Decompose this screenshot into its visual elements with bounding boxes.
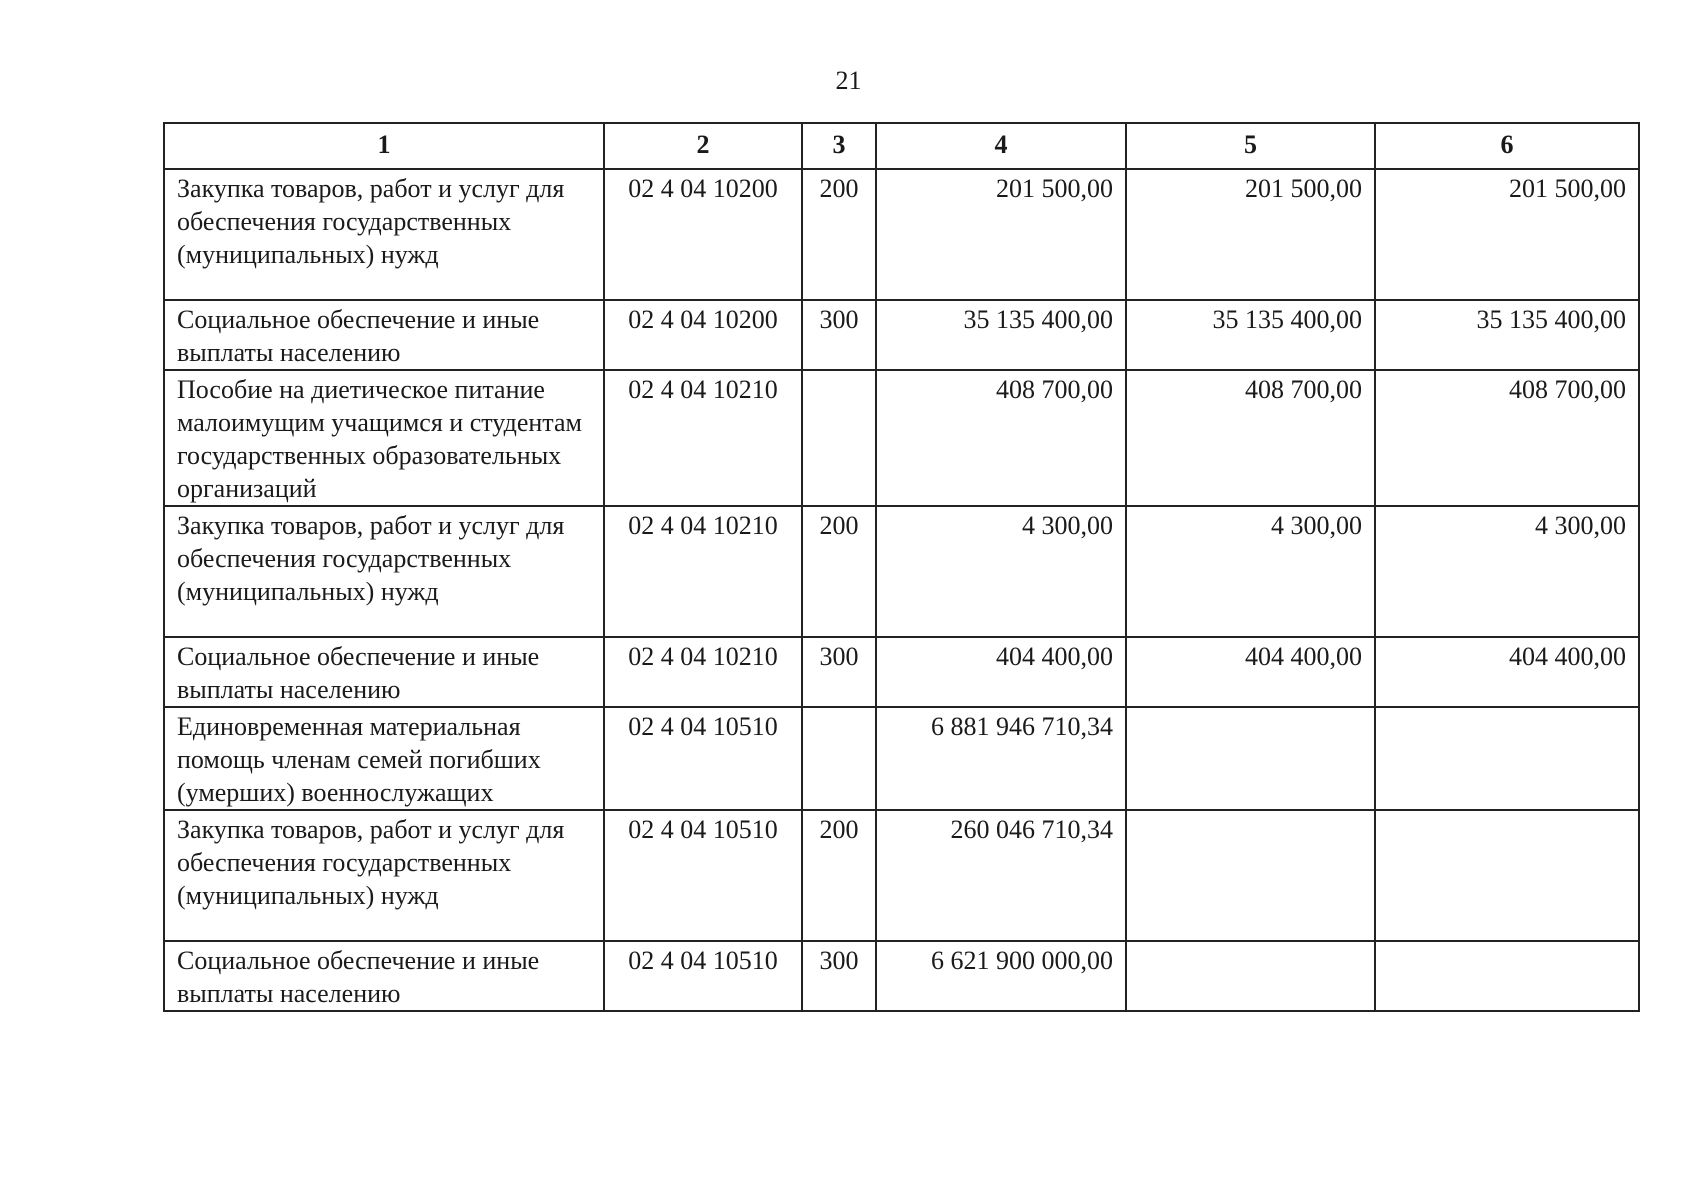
page-number: 21 [835,66,862,95]
row-value-4-cell: 260 046 710,34 [876,810,1126,941]
table-row [164,810,1639,941]
column-header: 4 [876,123,1126,169]
row-value-5-cell: 4 300,00 [1126,506,1375,637]
row-value-6-cell: 404 400,00 [1375,637,1639,707]
row-name-cell: Социальное обеспечение и иные выплаты населению [164,941,604,1011]
column-header: 1 [164,123,604,169]
row-name-cell: Пособие на диетическое питание малоимущим учащимся и студентам государственных образовательных организаций [164,370,604,506]
row-code-cell: 02 4 04 10200 [604,300,802,370]
row-value-6-cell: 408 700,00 [1375,370,1639,506]
row-code-cell: 02 4 04 10510 [604,810,802,941]
row-value-6-cell [1375,810,1639,941]
row-value-4-cell: 408 700,00 [876,370,1126,506]
row-value-5-cell: 201 500,00 [1126,169,1375,300]
row-type-cell: 200 [802,506,876,637]
row-name-cell: Закупка товаров, работ и услуг для обеспечения государственных (муниципальных) нужд [164,506,604,637]
table-row [164,300,1639,370]
row-value-5-cell: 408 700,00 [1126,370,1375,506]
row-type-cell [802,707,876,810]
row-name-cell: Социальное обеспечение и иные выплаты населению [164,300,604,370]
table-row [164,637,1639,707]
row-value-4-cell: 4 300,00 [876,506,1126,637]
row-value-4-cell: 6 621 900 000,00 [876,941,1126,1011]
column-header: 3 [802,123,876,169]
row-value-5-cell [1126,707,1375,810]
table-row [164,169,1639,300]
row-code-cell: 02 4 04 10210 [604,637,802,707]
row-type-cell: 200 [802,810,876,941]
row-type-cell: 300 [802,941,876,1011]
row-value-5-cell [1126,941,1375,1011]
row-name-cell: Закупка товаров, работ и услуг для обеспечения государственных (муниципальных) нужд [164,810,604,941]
row-value-6-cell [1375,707,1639,810]
row-value-5-cell [1126,810,1375,941]
row-value-5-cell: 35 135 400,00 [1126,300,1375,370]
table-header-row [164,123,1639,169]
table-row [164,941,1639,1011]
row-value-6-cell: 201 500,00 [1375,169,1639,300]
budget-table [163,122,1640,1012]
row-code-cell: 02 4 04 10210 [604,506,802,637]
row-name-cell: Единовременная материальная помощь членам семей погибших (умерших) военнослужащих [164,707,604,810]
row-value-4-cell: 35 135 400,00 [876,300,1126,370]
row-value-6-cell: 4 300,00 [1375,506,1639,637]
table-row [164,506,1639,637]
column-header: 6 [1375,123,1639,169]
row-name-cell: Социальное обеспечение и иные выплаты населению [164,637,604,707]
row-type-cell: 300 [802,300,876,370]
row-code-cell: 02 4 04 10510 [604,941,802,1011]
row-value-4-cell: 404 400,00 [876,637,1126,707]
row-code-cell: 02 4 04 10210 [604,370,802,506]
column-header: 2 [604,123,802,169]
row-code-cell: 02 4 04 10510 [604,707,802,810]
row-value-4-cell: 201 500,00 [876,169,1126,300]
row-value-6-cell: 35 135 400,00 [1375,300,1639,370]
row-value-4-cell: 6 881 946 710,34 [876,707,1126,810]
row-type-cell [802,370,876,506]
row-code-cell: 02 4 04 10200 [604,169,802,300]
table-row [164,707,1639,810]
table-row [164,370,1639,506]
row-name-cell: Закупка товаров, работ и услуг для обеспечения государственных (муниципальных) нужд [164,169,604,300]
row-value-6-cell [1375,941,1639,1011]
row-type-cell: 200 [802,169,876,300]
row-type-cell: 300 [802,637,876,707]
row-value-5-cell: 404 400,00 [1126,637,1375,707]
column-header: 5 [1126,123,1375,169]
